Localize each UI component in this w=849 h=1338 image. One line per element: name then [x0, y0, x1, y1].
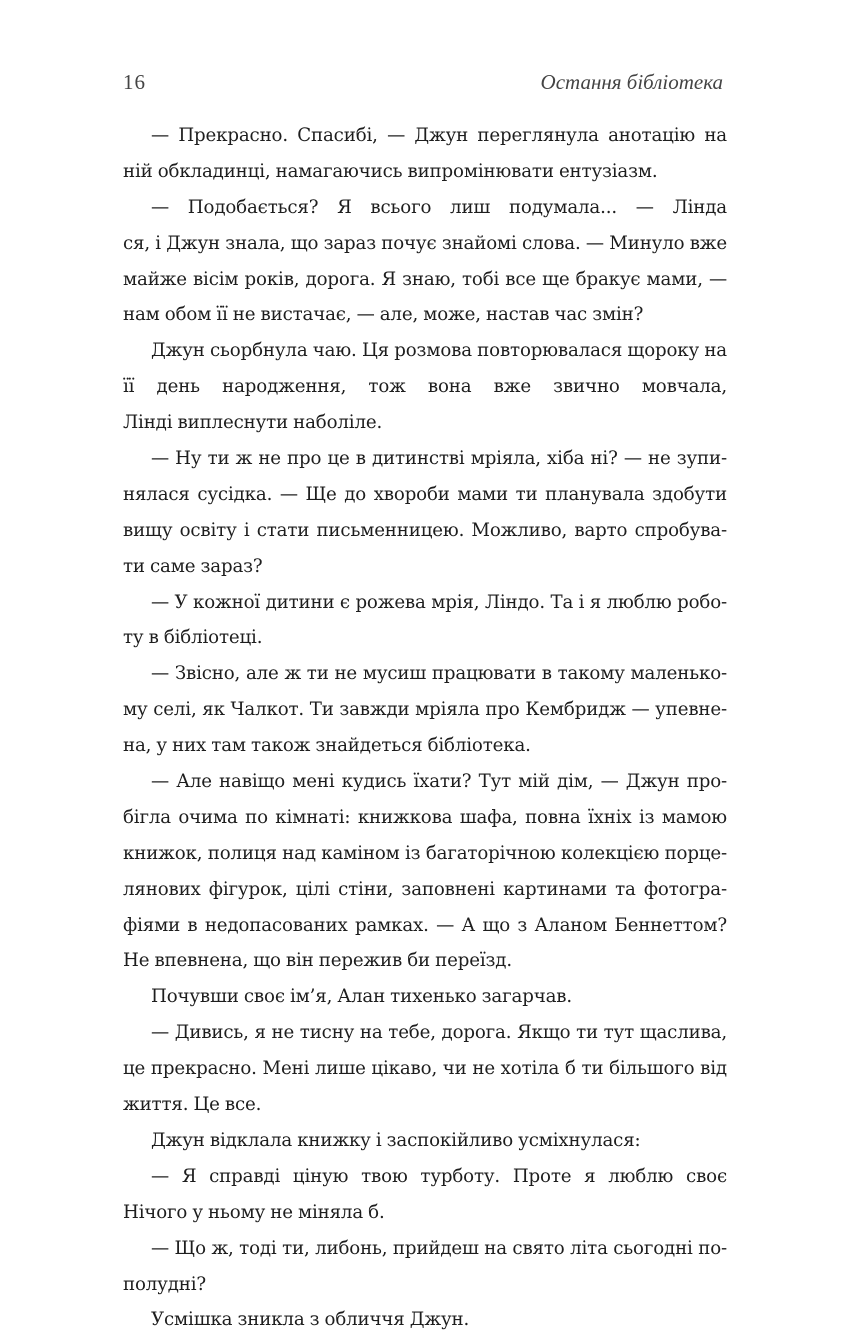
text-line: Усмішка зникла з обличчя Джун.: [151, 1309, 470, 1331]
text-line: Почувши своє ім’я, Алан тихенько загарчав.: [151, 986, 572, 1008]
text-line: ній обкладинці, намагаючись випромінювати ентузіазм.: [123, 160, 658, 182]
text-line: це прекрасно. Мені лише цікаво, чи не хотіла б ти більшого від: [123, 1058, 727, 1080]
text-line: ти саме зараз?: [123, 555, 263, 577]
text-line: — Але навіщо мені кудись їхати? Тут мій дім, — Джун про-: [151, 771, 727, 793]
text-line: ту в бібліотеці.: [123, 627, 263, 649]
text-line: — Звісно, але ж ти не мусиш працювати в такому маленько-: [151, 663, 727, 685]
text-line: — Подобається? Я всього лиш подумала... — Лінда: [151, 196, 727, 218]
text-line: фіями в недопасованих рамках. — А що з Аланом Беннеттом?: [123, 914, 727, 936]
text-line: полудні?: [123, 1273, 207, 1295]
page-header: [123, 70, 723, 98]
text-line: — У кожної дитини є рожева мрія, Ліндо. Та і я люблю робо-: [151, 591, 727, 613]
text-line: му селі, як Чалкот. Ти завжди мріяла про Кембридж — упевне-: [123, 699, 727, 721]
text-line: життя. Це все.: [123, 1094, 262, 1116]
text-line: — Що ж, тоді ти, либонь, прийдеш на свято літа сьогодні по-: [151, 1237, 727, 1259]
text-line: нялася сусідка. — Ще до хвороби мами ти планувала здобути: [123, 483, 727, 505]
page-number: 16: [123, 70, 146, 94]
body-text: [123, 118, 727, 1338]
text-line: — Прекрасно. Спасибі, — Джун переглянула анотацію на: [151, 125, 727, 146]
text-line: вищу освіту і стати письменницею. Можливо, варто спробува-: [123, 519, 727, 541]
text-line: ся, і Джун знала, що зараз почує знайомі слова. — Минуло вже: [123, 232, 727, 254]
text-line: на, у них там також знайдеться бібліотека.: [123, 735, 531, 757]
text-line: її день народження, тож вона вже звично мовчала,: [123, 376, 727, 398]
text-line: нам обом її не вистачає, — але, може, настав час змін?: [123, 304, 644, 326]
running-title: Остання бібліотека: [540, 70, 723, 94]
text-line: Лінді виплеснути наболіле.: [123, 412, 383, 434]
text-line: — Я справді ціную твою турботу. Проте я люблю своє: [151, 1165, 727, 1187]
text-line: книжок, полиця над каміном із багаторічною колекцією порце-: [123, 842, 727, 864]
text-line: Нічого у ньому не міняла б.: [123, 1201, 385, 1223]
text-line: Джун відклала книжку і заспокійливо усміхнулася:: [151, 1129, 641, 1151]
text-line: бігла очима по кімнаті: книжкова шафа, повна їхніх із мамою: [123, 806, 727, 828]
text-line: Не впевнена, що він пережив би переїзд.: [123, 950, 512, 972]
text-line: — Дивись, я не тисну на тебе, дорога. Якщо ти тут щаслива,: [151, 1022, 727, 1044]
text-line: Джун сьорбнула чаю. Ця розмова повторювалася щороку на: [151, 340, 727, 362]
text-line: лянових фігурок, цілі стіни, заповнені картинами та фотогра-: [123, 878, 727, 900]
text-line: — Ну ти ж не про це в дитинстві мріяла, хіба ні? — не зупи-: [151, 448, 727, 470]
text-line: майже вісім років, дорога. Я знаю, тобі все ще бракує мами, —: [123, 268, 727, 290]
